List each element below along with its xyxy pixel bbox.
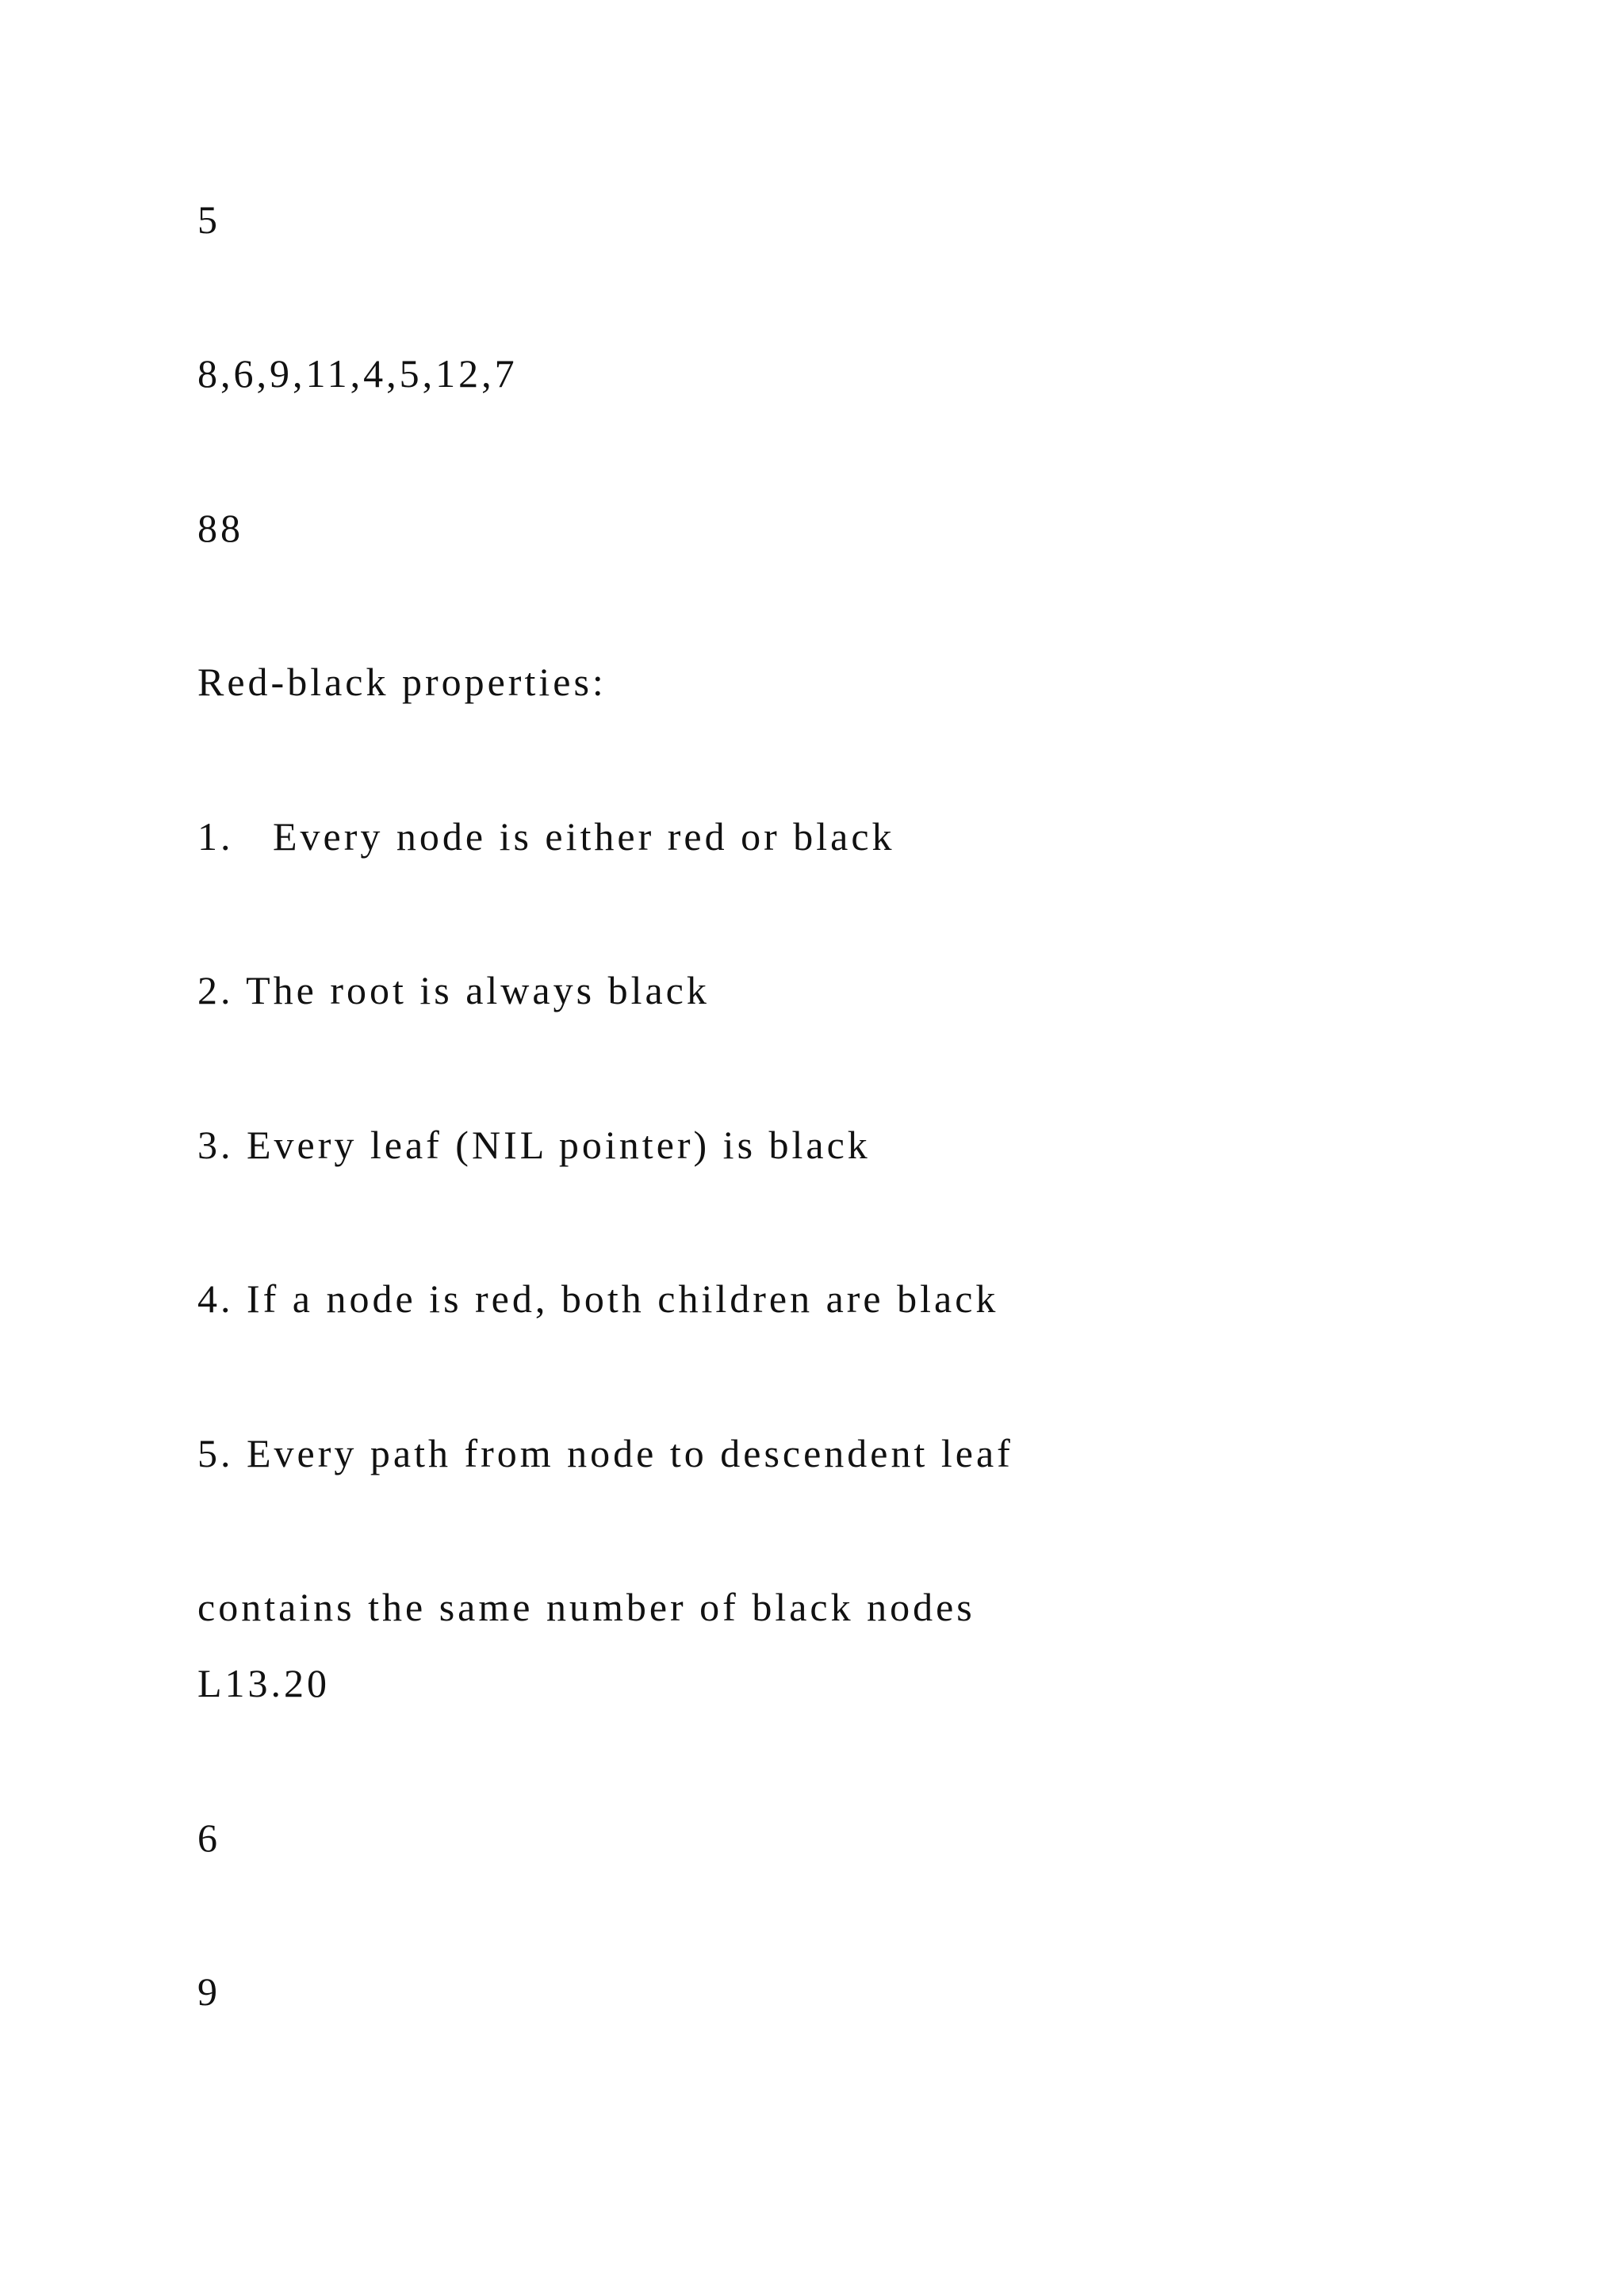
property-item-5: 5. Every path from node to descendent leaf: [197, 1431, 1013, 1475]
slide-label: L13.20: [197, 1661, 331, 1705]
property-item-1: 1. Every node is either red or black: [197, 814, 895, 859]
text-line-number: 6: [197, 1816, 220, 1860]
section-heading: Red-black properties:: [197, 660, 607, 704]
property-item-4: 4. If a node is red, both children are black: [197, 1276, 999, 1321]
text-line-sequence: 8,6,9,11,4,5,12,7: [197, 351, 518, 396]
property-item-5-cont: contains the same number of black nodes: [197, 1585, 975, 1629]
property-item-2: 2. The root is always black: [197, 968, 710, 1012]
text-line-number: 88: [197, 506, 243, 550]
text-line-page-number: 5: [197, 197, 220, 242]
property-item-3: 3. Every leaf (NIL pointer) is black: [197, 1123, 871, 1167]
text-line-number: 9: [197, 1969, 220, 2014]
